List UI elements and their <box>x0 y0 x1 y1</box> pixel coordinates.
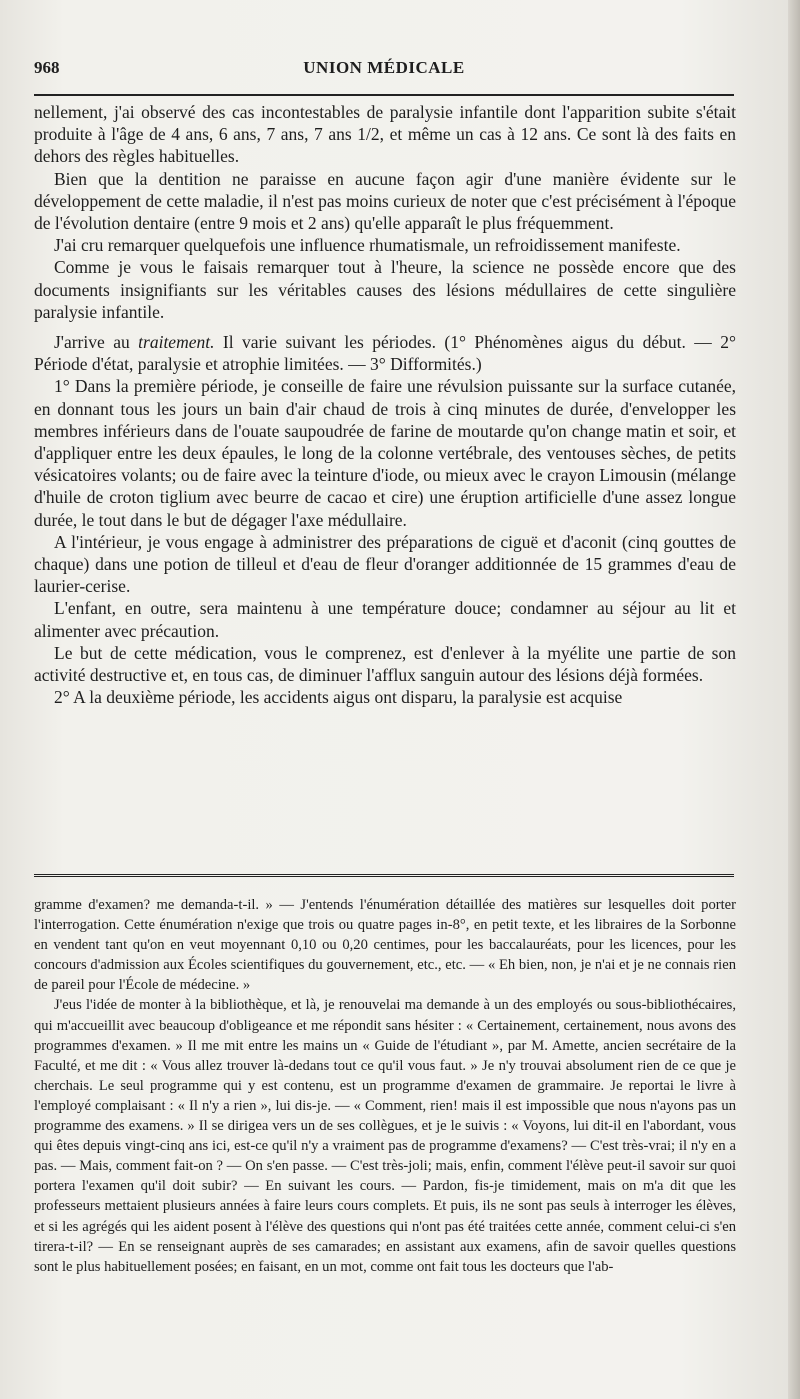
journal-title: UNION MÉDICALE <box>303 58 465 77</box>
traitement-italic: traitement. <box>138 332 215 353</box>
paragraph-continued: nellement, j'ai observé des cas incontestables de paralysie infantile dont l'apparition subite s'était produite à l'âge de 4 ans, 6 ans, 7 ans, 7 ans 1/2, et même un cas à 12 ans. Ce sont là des faits en dehors des règles habituelles. <box>34 102 736 167</box>
paragraph-interieur: A l'intérieur, je vous engage à administrer des préparations de ciguë et d'aconit (cinq gouttes de chaque) dans une potion de tilleul et d'eau de fleur d'oranger additionnée de 15 grammes d'eau de laurier-cerise. <box>34 531 736 597</box>
paragraph-science: Comme je vous le faisais remarquer tout à l'heure, la science ne possède encore que des documents insignifiants sur les véritables causes des lésions médullaires de cette singulière paralysie infantile. <box>34 257 736 322</box>
page-number: 968 <box>34 58 60 77</box>
paragraph-deuxieme-periode: 2° A la deuxième période, les accidents aigus ont disparu, la paralysie est acquise <box>54 687 623 708</box>
paragraph-premiere-periode: 1° Dans la première période, je conseille de faire une révulsion puissante sur la surface cutanée, en donnant tous les jours un bain d'air chaud de trois à cinq minutes de durée, d'envelopper les membres inférieurs dans de l'ouate saupoudrée de farine de moutarde qu'on change matin et soir, et d'appliquer entre les deux épaules, le long de la colonne vertébrale, des ventouses sèches, de petits vésicatoires volants; ou de faire avec la teinture d'iode, ou mieux avec le crayon Limousin (mélange d'huile de croton tiglium avec beurre de cacao et cire) une éruption artificielle d'une assez longue durée, le tout dans le but de dégager l'axe médullaire. <box>34 376 736 530</box>
traitement-lead: J'arrive au <box>54 332 130 353</box>
page-edge-shadow <box>788 0 800 1399</box>
footnote-paragraph: gramme d'examen? me demanda-t-il. » — J'entends l'énumération détaillée des matières sur lesquelles doit porter l'interrogation. Cette énumération n'exige que trois ou quatre pages in-8°, en petit texte, et les libraires de la Sorbonne en vendent tant qu'on en veut moyennant 0,10 ou 0,20 centimes, pour les baccalauréats, pour les licences, pour les concours d'admission aux Écoles scientifiques du gouvernement, etc., etc. — « Eh bien, non, je n'ai et je ne connais rien de pareil pour l'École de médecine. » <box>34 897 736 994</box>
header-rule <box>34 94 734 96</box>
footnote-text <box>34 895 736 1391</box>
paragraph-dentition: Bien que la dentition ne paraisse en aucune façon agir d'une manière évidente sur le développement de cette maladie, il n'est pas moins curieux de noter que c'est précisément à l'époque de l'évolution dentaire (entre 9 mois et 2 ans) qu'elle apparaît le plus fréquemment. <box>34 168 736 234</box>
footnote-paragraph: J'eus l'idée de monter à la bibliothèque, et là, je renouvelai ma demande à un des employés ou sous-bibliothécaires, qui m'accueillit avec beaucoup d'obligeance et me répondit sans hésiter : « Certainement, certainement, nous avons des programmes d'examen. » Il me mit entre les mains un « Guide de l'étudiant », par M. Amette, ancien secrétaire de la Faculté, et me dit : « Vous allez trouver là-dedans tout ce qu'il vous faut. » Je n'y trouvai absolument rien de ce que je cherchais. Le seul programme qui y est contenu, est un programme d'examen de grammaire. Je reportai le livre à l'employé complaisant : « Il n'y a rien », lui dis-je. — « Comment, rien! mais il est impossible que nous n'ayons pas un programme des examens. » Il se dirigea vers un de ses collègues, et je le suivis : « Voyons, lui dit-il en l'abordant, vous qui êtes depuis vingt-cinq ans ici, est-ce qu'il n'y a vraiment pas de programme d'examens? — C'est très-vrai; il n'y en a pas. — Mais, comment fait-on ? — On s'en passe. — C'est très-joli; mais, enfin, comment l'élève peut-il savoir sur quoi portera l'examen qu'il doit subir? — En suivant les cours. — Pardon, fis-je timidement, mais on m'a dit que les professeurs mettaient plusieurs années à faire leurs cours complets. Et puis, ils ne sont pas seuls à interroger les élèves, et si les agrégés qui les aident posent à l'élève des questions qui n'ont pas été traitées cette année, comment celui-ci s'en tirera-t-il? — En se renseignant auprès de ses camarades; en assistant aux examens, afin de savoir quelles questions sont le plus habituellement posées; en faisant, en un mot, comme ont fait tous les docteurs que l'ab- <box>34 997 736 1275</box>
paragraph-rhumatisme: J'ai cru remarquer quelquefois une influence rhumatismale, un refroidissement manifeste. <box>54 235 681 256</box>
footnote-separator <box>34 874 734 880</box>
paragraph-enfant: L'enfant, en outre, sera maintenu à une température douce; condamner au séjour au lit et alimenter avec précaution. <box>34 598 736 641</box>
running-head <box>34 58 734 84</box>
paragraph-but: Le but de cette médication, vous le comprenez, est d'enlever à la myélite une partie de son activité destructive et, en tous cas, de diminuer l'afflux sanguin autour des lésions déjà formées. <box>34 642 736 686</box>
traitement-rest: Il varie suivant les périodes. (1° Phénomènes aigus du début. — 2° Période d'état, paralysie et atrophie limitées. — 3° Difformités.) <box>34 332 736 375</box>
paragraph-traitement <box>34 331 736 375</box>
main-text <box>34 101 736 863</box>
